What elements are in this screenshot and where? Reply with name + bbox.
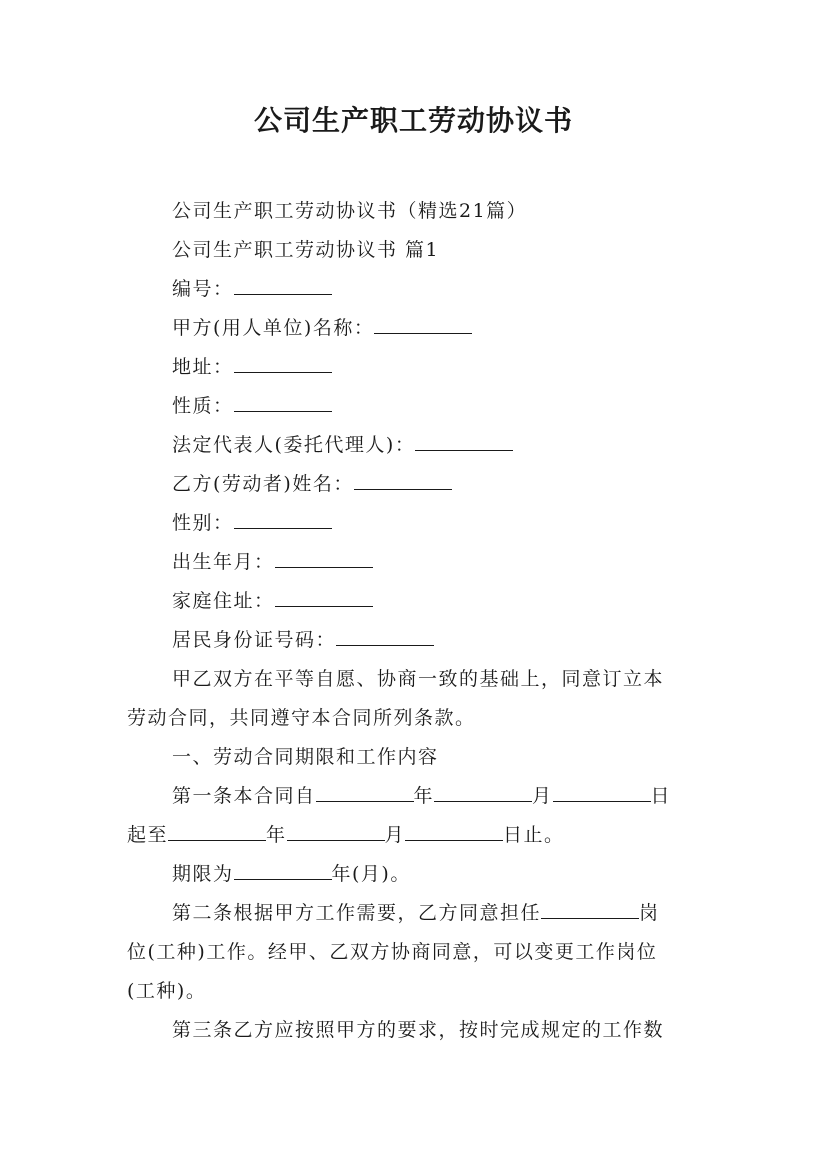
chapter-1-heading: 一、劳动合同期限和工作内容 [172,746,439,768]
field-gender-label: 性别： [172,512,234,534]
subtitle: 公司生产职工劳动协议书（精选21篇） [172,200,528,222]
intro-line-1: 甲乙双方在平等自愿、协商一致的基础上，同意订立本 [172,668,665,690]
art2-post-label: 岗 [639,902,660,924]
field-party-b-name-blank [354,471,452,490]
field-party-b-name [172,471,452,497]
field-serial [172,276,332,302]
art1-year-blank [316,783,414,802]
field-party-a-name-label: 甲方(用人单位)名称： [172,317,375,339]
term-line [172,861,411,887]
field-home-address-label: 家庭住址： [172,590,275,612]
field-id-number [172,627,434,653]
field-nature-label: 性质： [172,395,234,417]
art1-day-label: 日 [650,785,672,807]
field-address-blank [234,354,332,373]
field-party-b-name-label: 乙方(劳动者)姓名： [172,473,354,495]
field-gender [172,510,332,536]
field-legal-rep [172,432,513,458]
art1-year-label: 年 [413,785,435,807]
field-birth-label: 出生年月： [172,551,275,573]
term-label: 期限为 [172,863,234,885]
field-nature [172,393,332,419]
field-serial-label: 编号： [172,278,234,300]
intro-line-2: 劳动合同，共同遵守本合同所列条款。 [127,707,476,729]
field-id-number-blank [336,627,434,646]
field-address-label: 地址： [172,356,234,378]
document-title: 公司生产职工劳动协议书 [253,104,573,137]
term-blank [234,861,332,880]
art1-end-year-blank [168,822,266,841]
field-party-a-name-blank [374,315,472,334]
field-legal-rep-blank [415,432,513,451]
field-serial-blank [234,276,332,295]
field-legal-rep-label: 法定代表人(委托代理人)： [172,434,416,456]
article-2-line-2: 位(工种)工作。经甲、乙双方协商同意，可以变更工作岗位 [127,941,658,963]
article-2-line-3: (工种)。 [127,980,207,1002]
art1-end-label: 日止。 [503,824,565,846]
field-id-number-label: 居民身份证号码： [172,629,337,651]
art1-month-label: 月 [532,785,553,807]
art1-from-label: 起至 [127,824,169,846]
article-1-line-1 [172,783,671,809]
art2-position-blank [541,900,639,919]
field-address [172,354,332,380]
field-party-a-name [172,315,472,341]
field-birth [172,549,373,575]
field-nature-blank [234,393,332,412]
field-home-address [172,588,373,614]
field-birth-blank [275,549,373,568]
term-unit: 年(月)。 [331,863,411,885]
art1-end-year-label: 年 [266,824,287,846]
article-1-line-2 [127,822,565,848]
art1-day-blank [553,783,651,802]
field-home-address-blank [275,588,373,607]
art1-month-blank [434,783,532,802]
art2-label: 第二条根据甲方工作需要，乙方同意担任 [172,902,542,924]
article-2-line-1 [172,900,660,926]
section-heading: 公司生产职工劳动协议书 篇1 [172,239,440,261]
article-3-line-1: 第三条乙方应按照甲方的要求，按时完成规定的工作数 [172,1019,665,1041]
art1-end-month-blank [287,822,385,841]
field-gender-blank [234,510,332,529]
art1-label: 第一条本合同自 [172,785,316,807]
art1-end-day-blank [405,822,503,841]
art1-end-month-label: 月 [384,824,406,846]
